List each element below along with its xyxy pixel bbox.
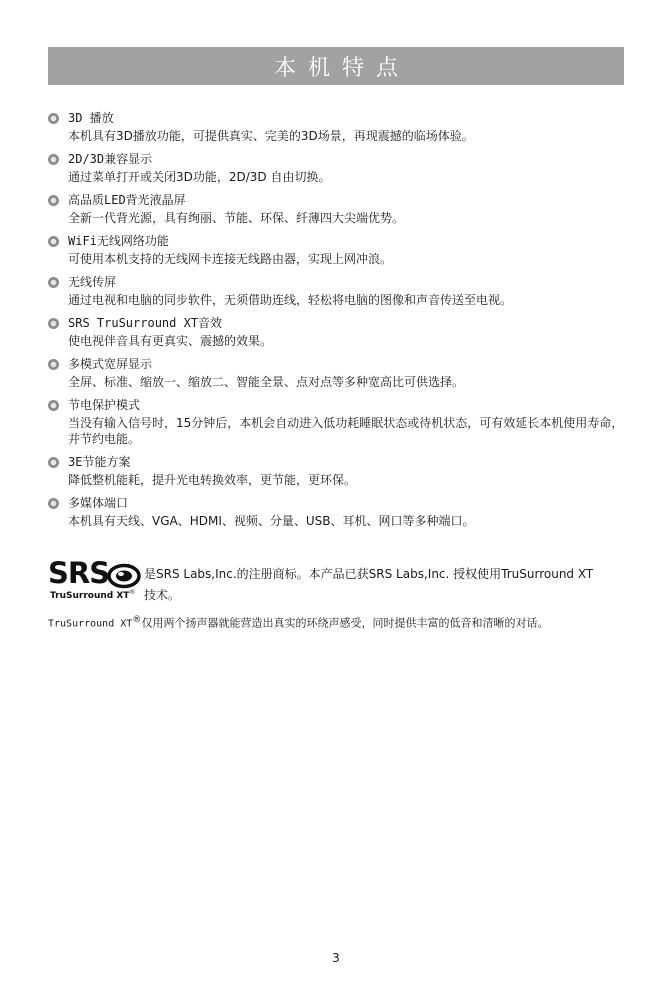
feature-description: 使电视伴音具有更真实、震撼的效果。: [68, 334, 273, 348]
feature-description: 降低整机能耗，提升光电转换效率，更节能，更环保。: [68, 473, 357, 487]
feature-title: 节电保护模式: [68, 398, 141, 412]
list-item: [48, 192, 628, 226]
srs-logo-subtitle: TruSurround XT®: [50, 589, 136, 601]
bullet-icon: [48, 236, 59, 247]
list-item: [48, 274, 628, 308]
bullet-icon: [48, 359, 59, 370]
trusurround-text: 仅用两个扬声器就能营造出真实的环绕声感受，同时提供丰富的低音和清晰的对话。: [141, 616, 549, 630]
page-number: 3: [332, 951, 340, 965]
feature-title: 无线传屏: [68, 275, 117, 289]
list-item: [48, 110, 628, 144]
registered-mark: ®: [132, 614, 142, 625]
srs-circle-icon: [106, 563, 142, 589]
feature-description: 当没有输入信号时，15分钟后，本机会自动进入低功耗睡眠状态或待机状态，可有效延长本机使用寿命，并节约电能。: [68, 416, 624, 446]
feature-title: 高品质LED背光液晶屏: [68, 193, 186, 207]
feature-description: 全屏、标准、缩放一、缩放二、智能全景、点对点等多种宽高比可供选择。: [68, 375, 465, 389]
feature-description: 可使用本机支持的无线网卡连接无线路由器，实现上网冲浪。: [68, 252, 393, 266]
feature-title: WiFi无线网络功能: [68, 234, 169, 248]
bullet-icon: [48, 113, 59, 124]
feature-title: 3E节能方案: [68, 455, 131, 469]
section-title-bar: [48, 47, 624, 85]
feature-description: 本机具有3D播放功能，可提供真实、完美的3D场景，再现震撼的临场体验。: [68, 129, 474, 143]
srs-notice-line2: 技术。: [144, 588, 181, 602]
srs-notice-line1: 是SRS Labs,Inc.的注册商标。本产品已获SRS Labs,Inc. 授权使用TruSurround XT: [144, 567, 594, 581]
bullet-icon: [48, 318, 59, 329]
srs-logo: [48, 556, 144, 602]
trusurround-description: [48, 612, 548, 633]
trusurround-name: TruSurround XT: [48, 618, 133, 630]
section-title: 本机特点: [273, 55, 410, 81]
feature-list: [48, 110, 628, 536]
bullet-icon: [48, 457, 59, 468]
bullet-icon: [48, 400, 59, 411]
feature-description: 全新一代背光源，具有绚丽、节能、环保、纤薄四大尖端优势。: [68, 211, 405, 225]
bullet-icon: [48, 498, 59, 509]
feature-title: SRS TruSurround XT音效: [68, 316, 223, 330]
feature-title: 多媒体端口: [68, 496, 129, 510]
list-item: [48, 151, 628, 185]
bullet-icon: [48, 277, 59, 288]
bullet-icon: [48, 195, 59, 206]
bullet-icon: [48, 154, 59, 165]
list-item: [48, 356, 628, 390]
list-item: [48, 495, 628, 529]
list-item: [48, 454, 628, 488]
feature-description: 通过电视和电脑的同步软件，无须借助连线，轻松将电脑的图像和声音传送至电视。: [68, 293, 513, 307]
feature-title: 2D/3D兼容显示: [68, 152, 153, 166]
feature-title: 3D 播放: [68, 111, 114, 125]
list-item: [48, 233, 628, 267]
list-item: [48, 397, 628, 447]
list-item: [48, 315, 628, 349]
srs-logo-letters: SRS: [48, 556, 110, 590]
feature-title: 多模式宽屏显示: [68, 357, 153, 371]
feature-description: 通过菜单打开或关闭3D功能，2D/3D 自由切换。: [68, 170, 331, 184]
feature-description: 本机具有天线、VGA、HDMI、视频、分量、USB、耳机、网口等多种端口。: [68, 514, 475, 528]
